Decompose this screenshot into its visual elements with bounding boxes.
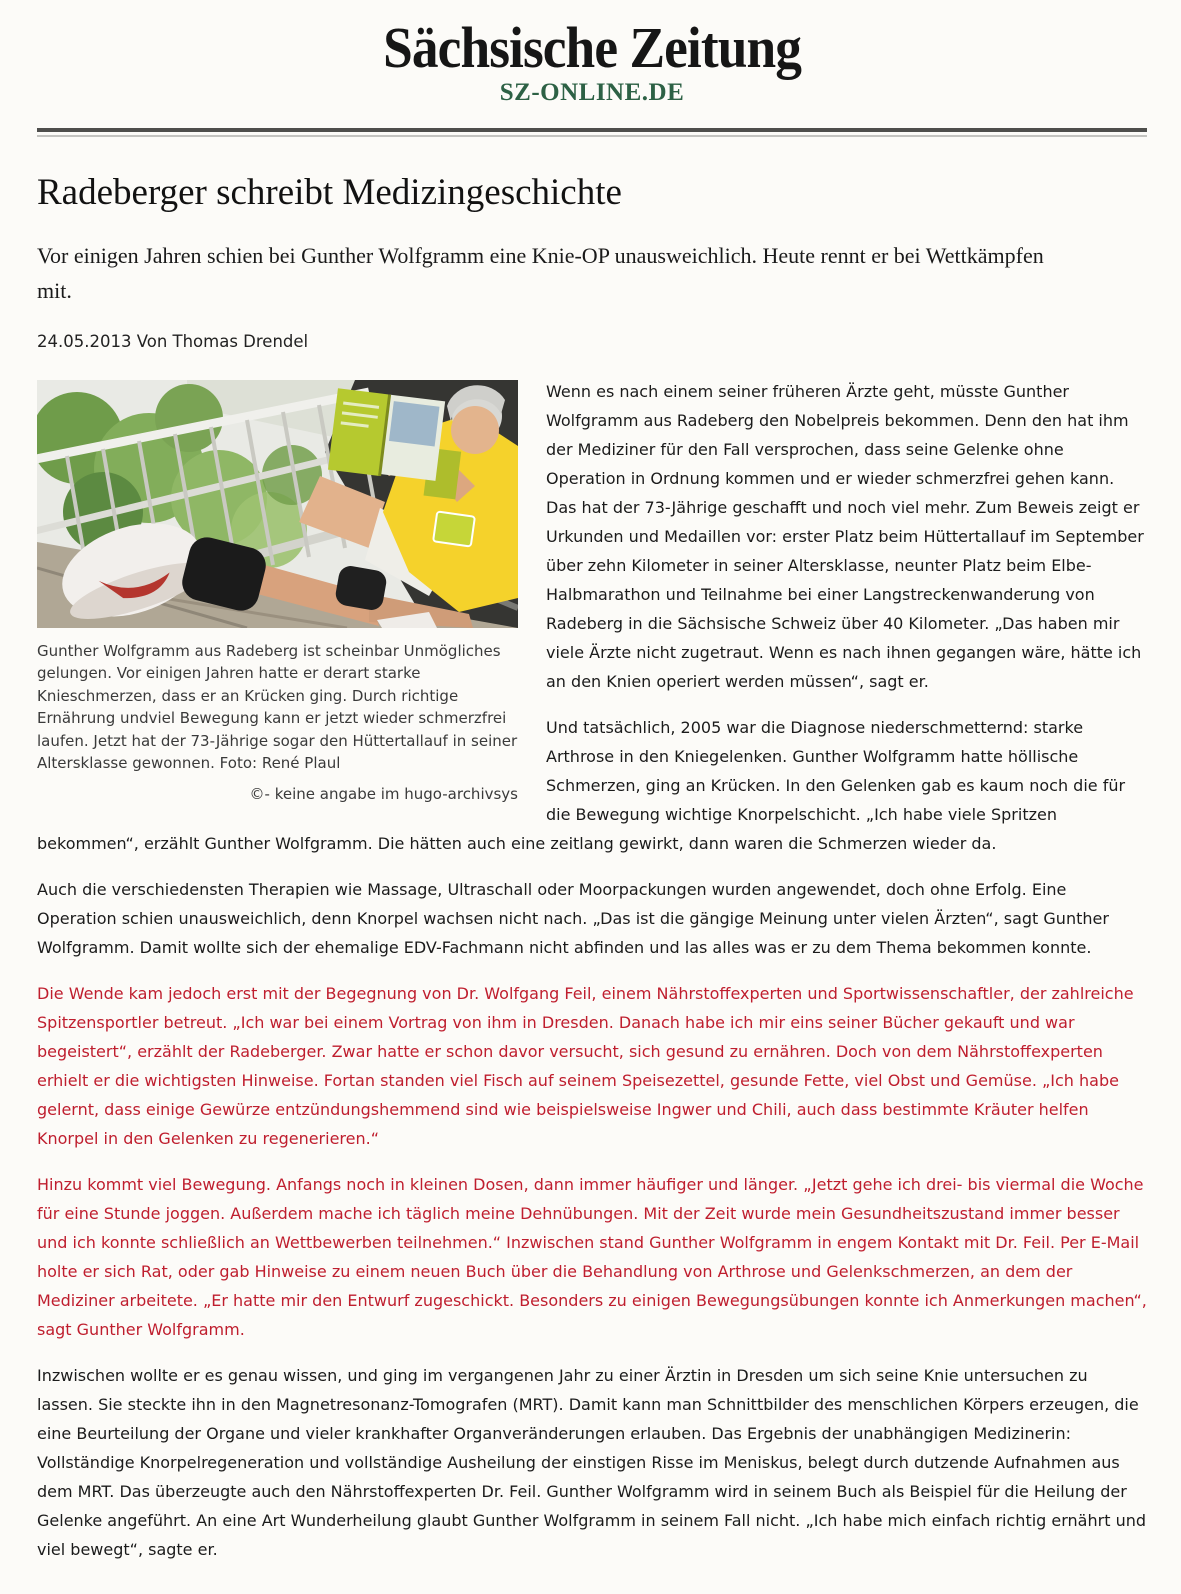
- article-paragraph: Hinzu kommt viel Bewegung. Anfangs noch in kleinen Dosen, dann immer häufiger und länger. „Jetzt gehe ich drei- bis viermal die Woche für eine Stunde joggen. Außerdem mache ich täglich meine Dehnübungen. Mit der Zeit wurde mein Gesundheitszustand immer besser und ich konnte schließlich an Wettbewerben teilnehmen.“ Inzwischen stand Gunther Wolfgramm in engem Kontakt mit Dr. Feil. Per E-Mail holte er sich Rat, oder gab Hinweise zu einem neuen Buch über die Behandlung von Arthrose und Gelenkschmerzen, an dem der Mediziner arbeitete. „Er hatte mir den Entwurf zugeschickt. Besonders zu einigen Bewegungsübungen konnte ich Anmerkungen machen“, sagt Gunther Wolfgramm.: [37, 1174, 1147, 1339]
- photo-credit: ©- keine angabe im hugo-archivsys: [249, 784, 518, 803]
- photo-caption: Gunther Wolfgramm aus Radeberg ist scheinbar Unmögliches gelungen. Vor einigen Jahren hatte er derart starke Knieschmerzen, dass er an Krücken ging. Durch richtige Ernährung undviel Bewegung kann er jetzt wieder schmerzfrei laufen. Jetzt hat der 73-Jährige sogar den Hüttertallauf in seiner Altersklasse gewonnen. Foto: René Plaul: [37, 641, 518, 773]
- header-divider: [37, 128, 1147, 137]
- divider-thick-line: [37, 128, 1147, 132]
- masthead-site-url: SZ-ONLINE.DE: [499, 78, 685, 106]
- article-paragraph: Inzwischen wollte er es genau wissen, und ging im vergangenen Jahr zu einer Ärztin in Dresden um sich seine Knie untersuchen zu lassen. Sie steckte ihn in den Magnetresonanz-Tomografen (MRT). Damit kann man Schnittbilder des menschlichen Körpers erzeugen, die eine Beurteilung der Organe und vieler krankhafter Organveränderungen erlauben. Das Ergebnis der unabhängigen Medizinerin: Vollständige Knorpelregeneration und vollständige Ausheilung der einstigen Risse im Meniskus, belegt durch dutzende Aufnahmen aus dem MRT. Das überzeugte auch den Nährstoffexperten Dr. Feil. Gunther Wolfgramm wird in seinem Buch als Beispiel für die Heilung der Gelenke angeführt. An eine Art Wunderheilung glaubt Gunther Wolfgramm in seinem Fall nicht. „Ich habe mich einfach richtig ernährt und viel bewegt“, sagte er.: [37, 1365, 1146, 1559]
- masthead-title: Sächsische Zeitung: [383, 15, 801, 80]
- masthead: [37, 14, 1147, 106]
- page-title: Radeberger schreibt Medizingeschichte: [37, 172, 622, 214]
- article-subtitle: Vor einigen Jahren schien bei Gunther Wolfgramm eine Knie-OP unausweichlich. Heute rennt er bei Wettkämpfen mit.: [37, 242, 1044, 303]
- article-dateline: 24.05.2013 Von Thomas Drendel: [37, 331, 309, 351]
- divider-thin-line: [37, 135, 1147, 137]
- article-paragraph: Wenn es nach einem seiner früheren Ärzte geht, müsste Gunther Wolfgramm aus Radeberg den Nobelpreis bekommen. Denn den hat ihm der Mediziner für den Fall versprochen, dass seine Gelenke ohne Operation in Ordnung kommen und er wieder schmerzfrei gehen kann. Das hat der 73-Jährige geschafft und noch viel mehr. Zum Beweis zeigt er Urkunden und Medaillen vor: erster Platz beim Hüttertallauf im September über zehn Kilometer in seiner Altersklasse, neunter Platz beim Elbe-Halbmarathon und Teilnahme bei einer Langstreckenwanderung von Radeberg in die Sächsische Schweiz über 40 Kilometer. „Das haben mir viele Ärzte nicht zugetraut. Wenn es nach ihnen gegangen wäre, hätte ich an den Knien operiert werden müssen“, sagt er.: [546, 381, 1144, 691]
- article-paragraph: Und tatsächlich, 2005 war die Diagnose niederschmetternd: starke Arthrose in den Kniegelenken. Gunther Wolfgramm hatte höllische Schmerzen, ging an Krücken. In den Gelenken gab es kaum noch die für die Bewegung wichtige Knorpelschicht. „Ich habe viele Spritzen bekommen“, erzählt Gunther Wolfgramm. Die hätten auch eine zeitlang gewirkt, dann waren die Schmerzen wieder da.: [37, 717, 1126, 853]
- photo-figure: [37, 380, 518, 809]
- article-photo: [37, 380, 518, 628]
- article-paragraph: Die Wende kam jedoch erst mit der Begegnung von Dr. Wolfgang Feil, einem Nährstoffexperten und Sportwissenschaftler, der zahlreiche Spitzensportler betreut. „Ich war bei einem Vortrag von ihm in Dresden. Danach habe ich mir eins seiner Bücher gekauft und war begeistert“, erzählt der Radeberger. Zwar hatte er schon davor versucht, sich gesund zu ernähren. Doch von dem Nährstoffexperten erhielt er die wichtigsten Hinweise. Fortan standen viel Fisch auf seinem Speisezettel, gesunde Fette, viel Obst und Gemüse. „Ich habe gelernt, dass einige Gewürze entzündungshemmend sind wie beispielsweise Ingwer und Chili, auch dass bestimmte Kräuter helfen Knorpel in den Gelenken zu regenerieren.“: [37, 983, 1134, 1148]
- article-body: [37, 377, 1147, 1564]
- article-paragraph: Auch die verschiedensten Therapien wie Massage, Ultraschall oder Moorpackungen wurden angewendet, doch ohne Erfolg. Eine Operation schien unausweichlich, denn Knorpel wachsen nicht nach. „Das ist die gängige Meinung unter vielen Ärzten“, sagt Gunther Wolfgramm. Damit wollte sich der ehemalige EDV-Fachmann nicht abfinden und las alles was er zu dem Thema bekommen konnte.: [37, 879, 1109, 957]
